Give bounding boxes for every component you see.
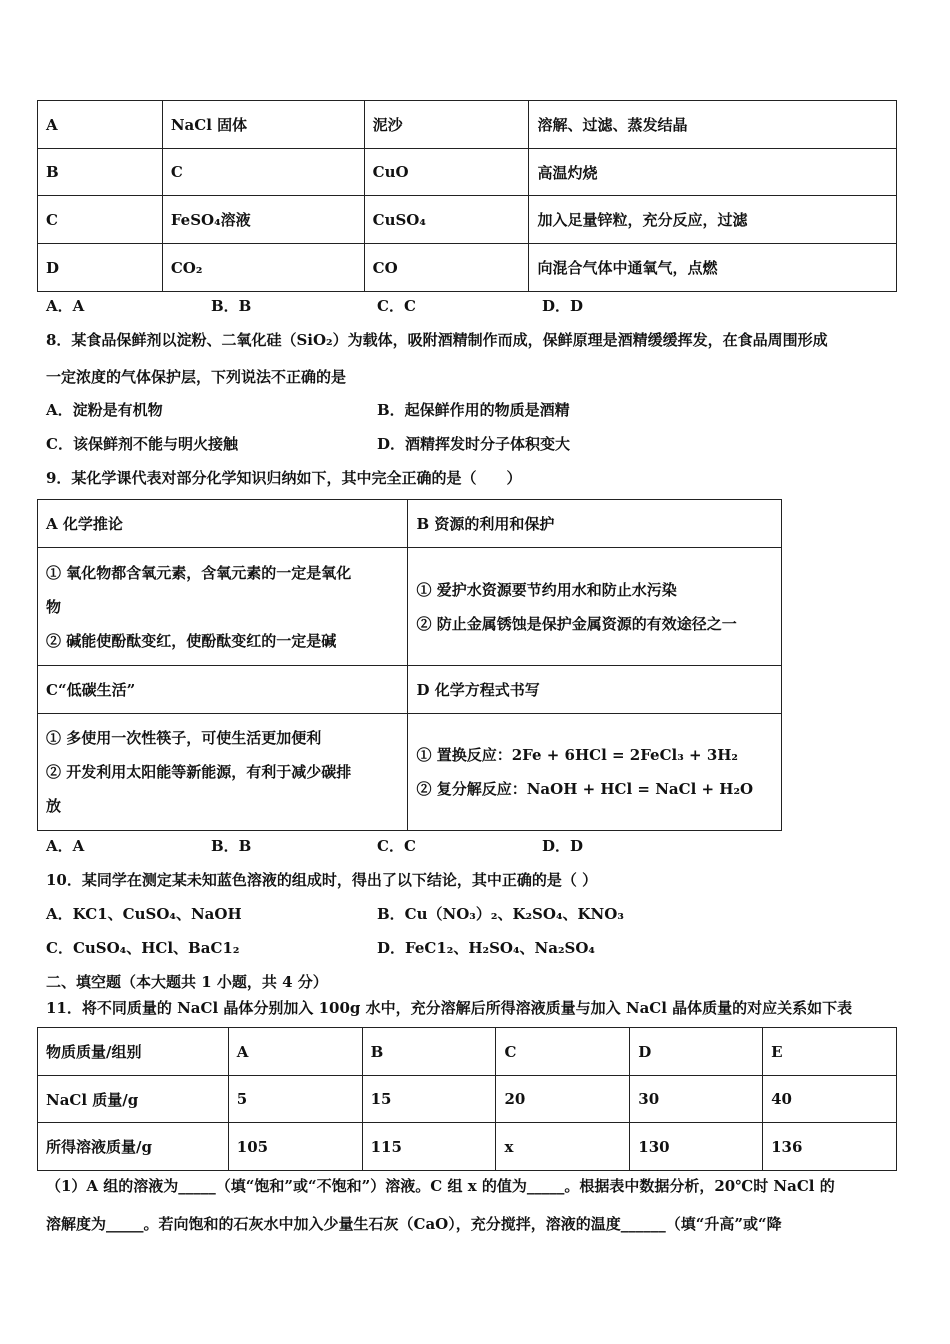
table-header-cell: E xyxy=(763,1028,897,1076)
q9-stem: 9．某化学课代表对部分化学知识归纳如下，其中完全正确的是（ ） xyxy=(46,469,522,487)
table-cell: 130 xyxy=(630,1123,763,1171)
table-header-cell: C xyxy=(496,1028,630,1076)
table-cell: C xyxy=(162,149,364,196)
q10-option-a: A．KC1、CuSO₄、NaOH xyxy=(46,905,242,923)
cell-line: 物 xyxy=(46,597,62,616)
table-cell: 加入足量锌粒，充分反应，过滤 xyxy=(529,196,897,244)
table-row xyxy=(38,196,897,244)
q10-option-b: B．Cu（NO₃）₂、K₂SO₄、KNO₃ xyxy=(377,905,624,923)
table-cell: 向混合气体中通氧气，点燃 xyxy=(529,244,897,292)
table-row xyxy=(38,1123,897,1171)
cell-line: 放 xyxy=(46,797,62,815)
table-cell: CO xyxy=(364,244,529,292)
q8-option-d: D．酒精挥发时分子体积变大 xyxy=(377,435,571,453)
table-cell: 高温灼烧 xyxy=(529,149,897,196)
table-cell xyxy=(408,714,782,831)
q9-option-c: C．C xyxy=(377,837,416,855)
table-cell: 所得溶液质量/g xyxy=(38,1123,229,1171)
cell-line: ① 氧化物都含氧元素，含氧元素的一定是氧化 xyxy=(46,563,352,582)
table-cell: CuSO₄ xyxy=(364,196,529,244)
q10-option-c: C．CuSO₄、HCl、BaC1₂ xyxy=(46,939,240,957)
table-cell: D 化学方程式书写 xyxy=(408,666,782,714)
table-cell: 136 xyxy=(763,1123,897,1171)
table-cell: 15 xyxy=(362,1076,496,1123)
q10-stem: 10．某同学在测定某未知蓝色溶液的组成时，得出了以下结论，其中正确的是（ ） xyxy=(46,871,598,889)
table-cell xyxy=(408,548,782,666)
table-header-cell: A xyxy=(228,1028,362,1076)
q9-option-a: A．A xyxy=(46,837,85,855)
cell-line: ② 复分解反应：NaOH + HCl = NaCl + H₂O xyxy=(416,780,754,798)
table-header-cell: D xyxy=(630,1028,763,1076)
table-row xyxy=(38,1076,897,1123)
table-cell: 溶解、过滤、蒸发结晶 xyxy=(529,101,897,149)
table-cell: 30 xyxy=(630,1076,763,1123)
table-cell: B xyxy=(38,149,163,196)
table-cell: FeSO₄溶液 xyxy=(162,196,364,244)
q11-table xyxy=(37,1027,897,1171)
table-cell: A 化学推论 xyxy=(38,500,408,548)
table-row xyxy=(38,1028,897,1076)
table-header-cell: 物质质量/组别 xyxy=(38,1028,229,1076)
table-cell: 20 xyxy=(496,1076,630,1123)
q8-option-b: B．起保鲜作用的物质是酒精 xyxy=(377,401,570,419)
cell-line: ② 碱能使酚酞变红，使酚酞变红的一定是碱 xyxy=(46,631,337,650)
table-cell: 105 xyxy=(228,1123,362,1171)
table-cell: 115 xyxy=(362,1123,496,1171)
q8-option-c: C．该保鲜剂不能与明火接触 xyxy=(46,435,238,453)
cell-line: ② 防止金属锈蚀是保护金属资源的有效途径之一 xyxy=(416,614,737,633)
q8-stem-line2: 一定浓度的气体保护层，下列说法不正确的是 xyxy=(46,368,347,386)
table-cell: C“低碳生活” xyxy=(38,666,408,714)
q7-option-d: D．D xyxy=(542,297,584,315)
q8-stem-line1: 8．某食品保鲜剂以淀粉、二氧化硅（SiO₂）为载体，吸附酒精制作而成，保鲜原理是酒精缓缓挥发，在食品周围形成 xyxy=(46,331,828,349)
q11-stem: 11．将不同质量的 NaCl 晶体分别加入 100g 水中，充分溶解后所得溶液质量与加入 NaCl 晶体质量的对应关系如下表 xyxy=(46,999,853,1017)
q9-table xyxy=(37,499,782,831)
q8-option-a: A．淀粉是有机物 xyxy=(46,401,163,419)
cell-line: ② 开发利用太阳能等新能源，有利于减少碳排 xyxy=(46,763,352,781)
cell-line: ① 爱护水资源要节约用水和防止水污染 xyxy=(416,580,677,599)
q7-option-c: C．C xyxy=(377,297,416,315)
table-cell: NaCl 固体 xyxy=(162,101,364,149)
cell-line: ① 多使用一次性筷子，可使生活更加便利 xyxy=(46,729,322,747)
table-row xyxy=(38,149,897,196)
q7-option-b: B．B xyxy=(211,297,252,315)
table-row xyxy=(38,548,782,666)
q9-option-d: D．D xyxy=(542,837,584,855)
table-cell: 40 xyxy=(763,1076,897,1123)
table-cell: A xyxy=(38,101,163,149)
table-cell: 泥沙 xyxy=(364,101,529,149)
q10-option-d: D．FeC1₂、H₂SO₄、Na₂SO₄ xyxy=(377,939,596,957)
table-row xyxy=(38,244,897,292)
table-row xyxy=(38,714,782,831)
table-cell: D xyxy=(38,244,163,292)
cell-line: ① 置换反应：2Fe + 6HCl = 2FeCl₃ + 3H₂ xyxy=(416,746,738,764)
table-cell: C xyxy=(38,196,163,244)
table-row xyxy=(38,101,897,149)
table-header-cell: B xyxy=(362,1028,496,1076)
section-heading: 二、填空题（本大题共 1 小题，共 4 分） xyxy=(46,973,328,991)
table-cell xyxy=(38,714,408,831)
table-cell: x xyxy=(496,1123,630,1171)
q11-text-line2: 溶解度为_____。若向饱和的石灰水中加入少量生石灰（CaO），充分搅拌，溶液的温度______（填“升高”或“降 xyxy=(46,1215,782,1233)
table-cell: CO₂ xyxy=(162,244,364,292)
q9-option-b: B．B xyxy=(211,837,252,855)
table-row xyxy=(38,666,782,714)
table-cell: 5 xyxy=(228,1076,362,1123)
table-cell: NaCl 质量/g xyxy=(38,1076,229,1123)
table-cell xyxy=(38,548,408,666)
q7-table xyxy=(37,100,897,292)
table-row xyxy=(38,500,782,548)
q7-option-a: A．A xyxy=(46,297,85,315)
table-cell: CuO xyxy=(364,149,529,196)
table-cell: B 资源的利用和保护 xyxy=(408,500,782,548)
q11-text-line1: （1）A 组的溶液为_____（填“饱和”或“不饱和”）溶液。C 组 x 的值为_____。根据表中数据分析，20℃时 NaCl 的 xyxy=(46,1177,835,1195)
